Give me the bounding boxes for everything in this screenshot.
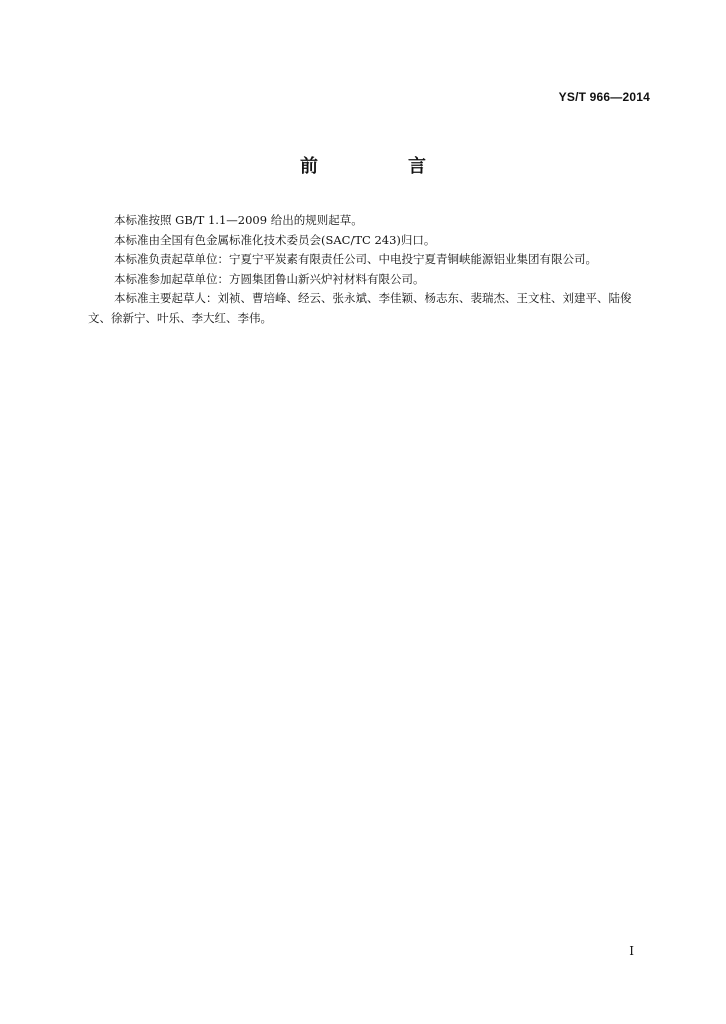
foreword-body <box>88 211 654 328</box>
paragraph-main-drafters: 本标准主要起草人：刘祯、曹培峰、经云、张永斌、李佳颖、杨志东、裴瑞杰、王文柱、刘建平、陆俊文、徐新宁、叶乐、李大红、李伟。 <box>88 291 632 325</box>
page-title: 前 言 <box>300 156 462 177</box>
paragraph-drafting-rules: 本标准按照 GB/T 1.1—2009 给出的规则起草。 <box>114 213 363 227</box>
paragraph-lead-drafters: 本标准负责起草单位：宁夏宁平炭素有限责任公司、中电投宁夏青铜峡能源铝业集团有限公司。 <box>114 252 597 266</box>
paragraph-committee: 本标准由全国有色金属标准化技术委员会(SAC/TC 243)归口。 <box>114 232 436 247</box>
standard-code: YS/T 966—2014 <box>558 90 650 104</box>
paragraph-participating-drafters: 本标准参加起草单位：方圆集团鲁山新兴炉衬材料有限公司。 <box>114 271 425 286</box>
page-number: I <box>629 944 634 958</box>
